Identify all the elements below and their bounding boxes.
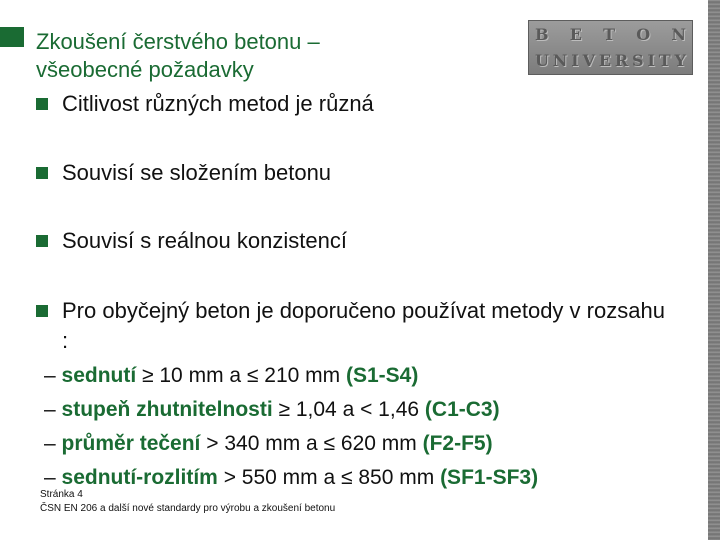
consistency-classes: (F2-F5) [422,432,493,455]
logo-letter: B [535,25,549,44]
bullet-text: Citlivost různých metod je různá [62,91,374,116]
logo-letter: N [671,25,686,44]
dash: – [44,398,62,421]
logo-letter: E [569,25,582,44]
title-line-1: Zkoušení čerstvého betonu – [36,29,320,54]
method-name: sednutí [61,364,137,387]
logo-letter: V [582,51,596,70]
logo-letter: T [658,51,671,70]
beton-university-logo [528,20,693,75]
method-range: > 340 mm a ≤ 620 mm [200,432,423,455]
logo-letter: R [614,51,629,70]
dash: – [44,466,62,489]
bullet-item [36,158,676,188]
slide-title [36,28,456,84]
logo-word-top [535,25,686,44]
logo-letter: O [636,25,651,44]
method-name: průměr tečení [61,432,201,455]
method-name: sednutí-rozlitím [61,466,218,489]
title-line-2: všeobecné požadavky [36,57,254,82]
bullet-text: Pro obyčejný beton je doporučeno používat metody v rozsahu : [62,298,665,353]
method-range: ≥ 1,04 a < 1,46 [272,398,425,421]
page-number: Stránka 4 [40,489,83,500]
consistency-classes: (SF1-SF3) [440,466,539,489]
consistency-classes: (C1-C3) [424,398,500,421]
method-range: > 550 mm a ≤ 850 mm [217,466,441,489]
bullet-square-icon [36,167,48,179]
consistency-classes: (S1-S4) [345,364,419,387]
logo-letter: N [552,51,568,70]
method-range: ≥ 10 mm a ≤ 210 mm [136,364,346,387]
method-range-item [44,430,684,458]
footer-source: ČSN EN 206 a další nové standardy pro výrobu a zkoušení betonu [40,503,336,514]
title-marker [0,27,24,47]
method-range-item [44,464,684,492]
bullet-square-icon [36,235,48,247]
bullet-item [36,226,676,256]
decorative-side-bar [708,0,720,540]
bullet-text: Souvisí s reálnou konzistencí [62,228,347,253]
logo-letter: E [598,51,612,70]
dash: – [44,364,62,387]
method-range-item [44,396,684,424]
bullet-square-icon [36,305,48,317]
method-range-item [44,362,684,390]
logo-letter: T [603,25,616,44]
bullet-square-icon [36,98,48,110]
bullet-text: Souvisí se složením betonu [62,160,332,185]
logo-letter: I [571,51,579,70]
bullet-item [36,296,676,356]
logo-word-bottom [535,51,686,70]
bullet-item [36,89,676,119]
logo-letter: U [535,51,549,70]
logo-letter: Y [674,51,686,70]
logo-letter: I [647,51,655,70]
method-name: stupeň zhutnitelnosti [61,398,273,421]
dash: – [44,432,62,455]
logo-letter: S [632,51,644,70]
